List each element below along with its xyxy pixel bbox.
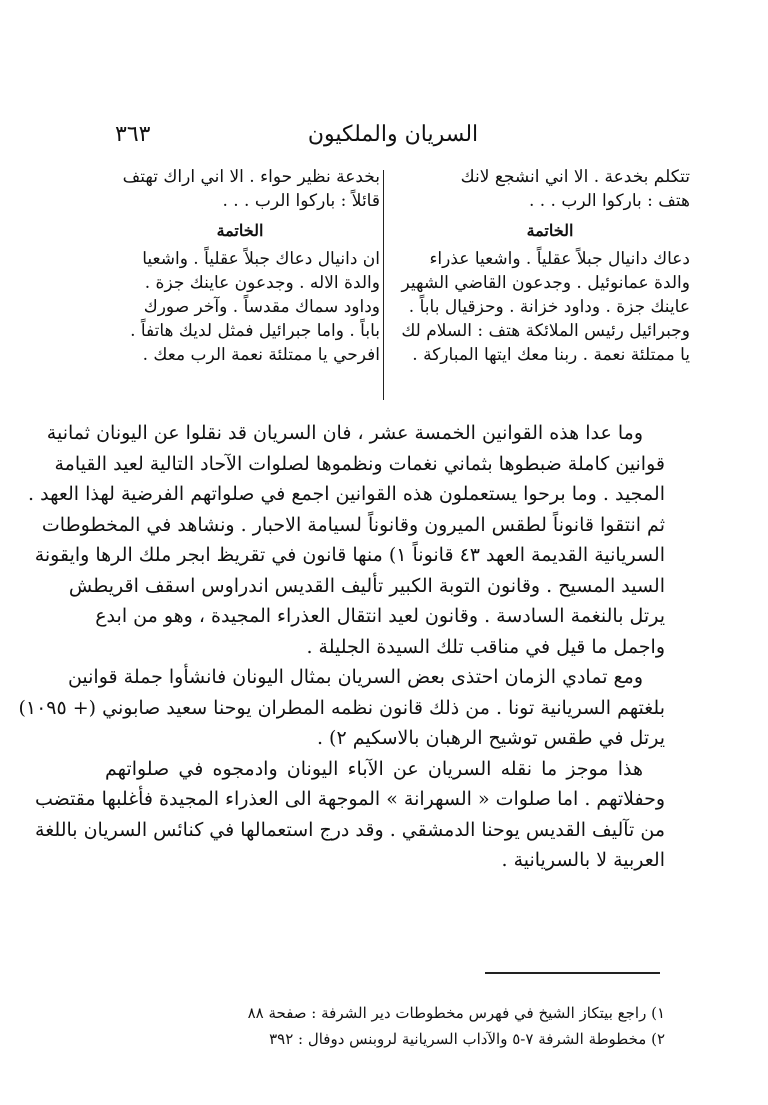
- running-header: [105, 122, 673, 156]
- right-column-subtitle: الخاتمة: [526, 221, 574, 240]
- hymn-columns: [100, 165, 690, 405]
- column-divider: [383, 170, 384, 400]
- right-column-line: تتكلم بخدعة . الا اني انشجع لانك: [460, 167, 690, 187]
- body-line: قوانين كاملة ضبطوها بثماني نغمات ونظموها لصلوات الآحاد التالية لعيد القيامة: [54, 452, 665, 475]
- left-column-line: باباً . واما جبرائيل فمثل لديك هاتفاً .: [130, 321, 380, 341]
- left-column-line: بخدعة نظير حواء . الا اني اراك تهتف: [122, 167, 380, 187]
- body-line: السيد المسيح . وقانون التوبة الكبير تأليف القديس اندراوس اسقف اقريطش: [68, 574, 665, 597]
- left-column-line: والدة الاله . وجدعون عاينك جزة .: [144, 273, 380, 293]
- right-column-line: دعاك دانيال جبلاً عقلياً . واشعيا عذراء: [429, 249, 690, 269]
- body-line: وحفلاتهم . اما صلوات « السهرانة » الموجهة الى العذراء المجيدة فأغلبها مقتضب: [34, 788, 665, 810]
- footnote: ٢) مخطوطة الشرفة ٧-٥ والآداب السريانية لروبنس دوفال : ٣٩٢: [269, 1030, 665, 1048]
- body-line: هذا موجز ما نقله السريان عن الآباء اليونان وادمجوه في صلواتهم: [105, 757, 643, 780]
- body-line: المجيد . وما برحوا يستعملون هذه القوانين اجمع في صلواتهم الفرضية لهذا العهد .: [28, 483, 665, 505]
- footnotes: [195, 1000, 665, 1052]
- left-column-subtitle: الخاتمة: [216, 221, 264, 240]
- body-line: ثم انتقوا قانوناً لطقس الميرون وقانوناً لسيامة الاحبار . ونشاهد في المخطوطات: [41, 513, 665, 536]
- left-column-line: وداود سماك مقدساً . وآخر صورك: [143, 297, 380, 317]
- body-line: يرتل بالنغمة السادسة . وقانون لعيد انتقال العذراء المجيدة ، وهو من ابدع: [95, 605, 665, 627]
- page-number: ٣٦٣: [115, 122, 151, 147]
- footnote: ١) راجع بيتكاز الشيخ في فهرس مخطوطات دير الشرفة : صفحة ٨٨: [247, 1004, 665, 1022]
- body-line: بلغتهم السريانية تونا . من ذلك قانون نظمه المطران يوحنا سعيد صابوني (+ ١٠٩٥): [18, 696, 665, 719]
- body-line: وما عدا هذه القوانين الخمسة عشر ، فان السريان قد نقلوا عن اليونان ثمانية: [46, 422, 643, 444]
- right-column-line: عاينك جزة . وداود خزانة . وحزقيال باباً .: [408, 297, 690, 317]
- right-column-line: هتف : باركوا الرب . . .: [528, 191, 690, 211]
- body-line: من تآليف القديس يوحنا الدمشقي . وقد درج استعمالها في كنائس السريان باللغة: [35, 818, 665, 841]
- left-column-line: قائلاً : باركوا الرب . . .: [222, 191, 380, 211]
- right-column-line: يا ممتلئة نعمة . ربنا معك ايتها المباركة .: [412, 345, 690, 365]
- right-column-line: والدة عمانوئيل . وجدعون القاضي الشهير: [401, 273, 690, 293]
- left-hymn-column: [100, 165, 380, 405]
- left-column-line: ان دانيال دعاك جبلاً عقلياً . واشعيا: [142, 249, 380, 269]
- right-hymn-column: [401, 165, 690, 405]
- body-text: [18, 418, 665, 876]
- body-line: يرتل في طقس توشيح الرهبان بالاسكيم ٢) .: [316, 727, 665, 749]
- left-column-line: افرحي يا ممتلئة نعمة الرب معك .: [142, 345, 380, 365]
- body-line: السريانية القديمة العهد ٤٣ قانوناً ١) منها قانون في تقريظ ابجر ملك الرها وايقونة: [34, 544, 665, 566]
- right-column-line: وجبرائيل رئيس الملائكة هتف : السلام لك: [401, 321, 690, 341]
- body-line: العربية لا بالسريانية .: [501, 849, 665, 871]
- body-line: ومع تمادي الزمان احتذى بعض السريان بمثال اليونان فانشأوا جملة قوانين: [67, 666, 643, 688]
- running-title: السريان والملكيون: [307, 122, 479, 147]
- body-line: واجمل ما قيل في مناقب تلك السيدة الجليلة .: [306, 635, 665, 658]
- footnote-rule: [485, 972, 660, 974]
